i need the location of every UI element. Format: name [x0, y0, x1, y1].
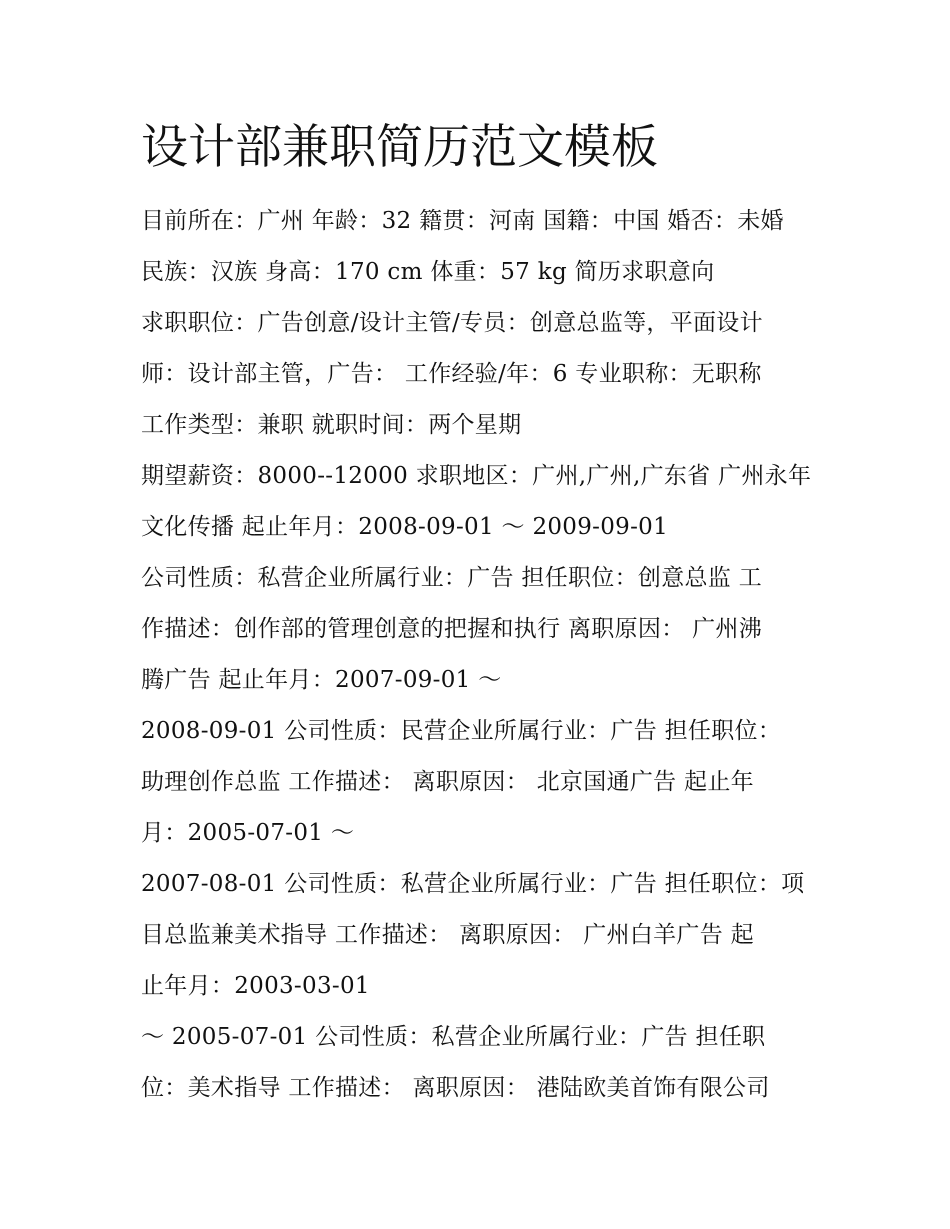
- body-line: 2007-08-01 公司性质：私营企业所属行业：广告 担任职位：项: [141, 871, 805, 897]
- document-body: [141, 196, 831, 1114]
- body-line: 文化传播 起止年月：2008-09-01 ～ 2009-09-01: [141, 514, 669, 540]
- body-line: 目前所在：广州 年龄：32 籍贯：河南 国籍：中国 婚否：未婚: [141, 208, 784, 234]
- body-line: 目总监兼美术指导 工作描述： 离职原因： 广州白羊广告 起: [141, 922, 754, 948]
- body-line: 期望薪资：8000--12000 求职地区：广州,广州,广东省 广州永年: [141, 463, 812, 489]
- body-line: 民族：汉族 身高：170 cm 体重：57 kg 简历求职意向: [141, 259, 715, 285]
- body-line: 工作类型：兼职 就职时间：两个星期: [141, 412, 522, 438]
- body-line: 作描述：创作部的管理创意的把握和执行 离职原因： 广州沸: [141, 616, 763, 642]
- body-line: ～ 2005-07-01 公司性质：私营企业所属行业：广告 担任职: [141, 1024, 766, 1050]
- body-line: 位：美术指导 工作描述： 离职原因： 港陆欧美首饰有限公司: [141, 1075, 770, 1101]
- body-line: 公司性质：私营企业所属行业：广告 担任职位：创意总监 工: [141, 565, 763, 591]
- body-line: 止年月：2003-03-01: [141, 973, 370, 999]
- body-line: 腾广告 起止年月：2007-09-01 ～: [141, 667, 502, 693]
- document-title: 设计部兼职简历范文模板: [141, 120, 658, 175]
- body-line: 求职职位：广告创意/设计主管/专员：创意总监等，平面设计: [141, 310, 763, 336]
- body-line: 2008-09-01 公司性质：民营企业所属行业：广告 担任职位：: [141, 718, 782, 744]
- body-line: 月：2005-07-01 ～: [141, 820, 355, 846]
- body-line: 师：设计部主管，广告： 工作经验/年：6 专业职称：无职称: [141, 361, 762, 387]
- body-line: 助理创作总监 工作描述： 离职原因： 北京国通广告 起止年: [141, 769, 754, 795]
